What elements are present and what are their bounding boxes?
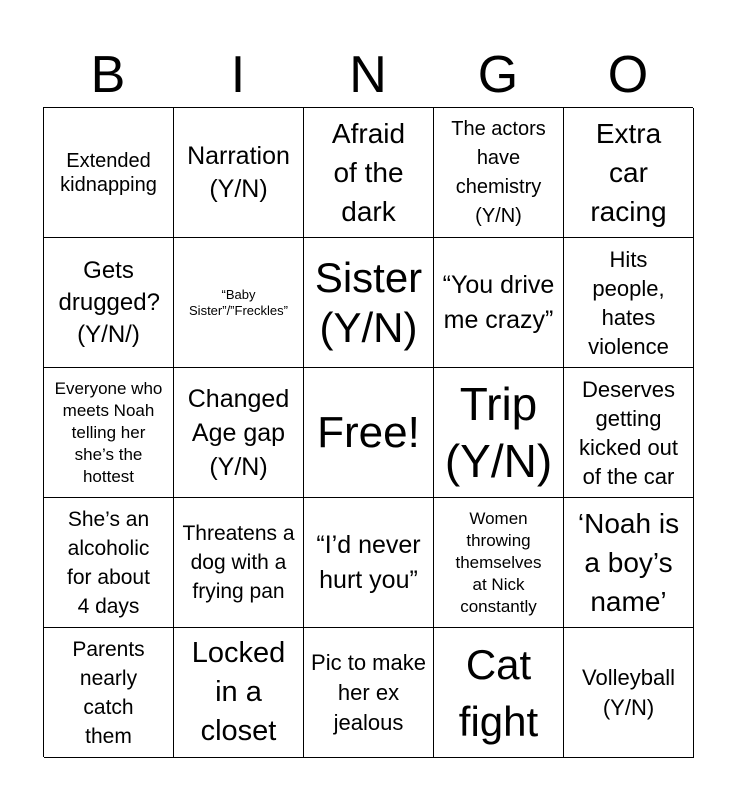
bingo-cell[interactable] [174,498,304,628]
cell-text: Narration (Y/N) [187,141,290,203]
bingo-cell[interactable] [304,628,434,758]
bingo-cell[interactable] [304,238,434,368]
cell-text: She’s an alcoholic for about 4 days [67,507,150,618]
cell-text: Sister (Y/N) [314,253,423,351]
cell-text: Hits people, hates violence [588,246,669,359]
bingo-cell[interactable] [434,368,564,498]
bingo-cell[interactable] [564,628,694,758]
cell-text: Cat fight [458,640,539,745]
cell-text: Deserves getting kicked out of the car [578,376,679,489]
cell-text: Pic to make her ex jealous [311,649,426,735]
cell-text: “Baby Sister”/”Freckles” [189,286,288,318]
bingo-cell[interactable] [564,498,694,628]
free-space-text: Free! [317,407,420,457]
cell-text: Extra car racing [590,118,667,227]
bingo-cell[interactable] [434,498,564,628]
bingo-cell[interactable] [44,628,174,758]
cell-text: Everyone who meets Noah telling her she’s the hottest [54,378,163,486]
cell-text: Trip (Y/N) [444,377,553,487]
header-letter-i: I [230,46,246,104]
cell-text: Changed Age gap (Y/N) [187,384,290,481]
cell-text: Volleyball (Y/N) [582,664,675,720]
cell-text: The actors have chemistry (Y/N) [451,117,546,227]
cell-text: Afraid of the dark [331,118,406,227]
bingo-cell[interactable] [564,238,694,368]
header-letter-o: O [607,46,649,104]
bingo-cell[interactable] [44,108,174,238]
cell-text: Locked in a closet [191,637,286,747]
header-letter-n: N [349,46,387,104]
bingo-cell[interactable] [174,628,304,758]
bingo-cell[interactable] [434,108,564,238]
bingo-cell[interactable] [174,108,304,238]
cell-text: Threatens a dog with a frying pan [182,522,295,603]
cell-text: “I’d never hurt you” [316,530,421,594]
bingo-cell[interactable] [304,108,434,238]
cell-text: Parents nearly catch them [72,637,145,748]
cell-text: “You drive me crazy” [442,270,555,334]
bingo-cell[interactable] [434,238,564,368]
cell-text: ‘Noah is a boy’s name’ [577,508,680,617]
bingo-card-grid [43,107,693,757]
bingo-cell[interactable] [44,368,174,498]
bingo-cell[interactable] [174,238,304,368]
bingo-cell[interactable] [174,368,304,498]
bingo-cell[interactable] [44,498,174,628]
bingo-cell-free[interactable] [304,368,434,498]
bingo-cell[interactable] [434,628,564,758]
cell-text: Gets drugged?(Y/N/) [58,256,160,348]
cell-text: Extended kidnapping [60,149,157,196]
header-letter-g: G [477,46,519,104]
bingo-cell[interactable] [564,108,694,238]
bingo-header [43,44,693,106]
bingo-cell[interactable] [564,368,694,498]
header-letter-b: B [90,46,126,104]
cell-text: Women throwing themselves at Nick constantly [455,508,542,616]
bingo-cell[interactable] [304,498,434,628]
bingo-cell[interactable] [44,238,174,368]
